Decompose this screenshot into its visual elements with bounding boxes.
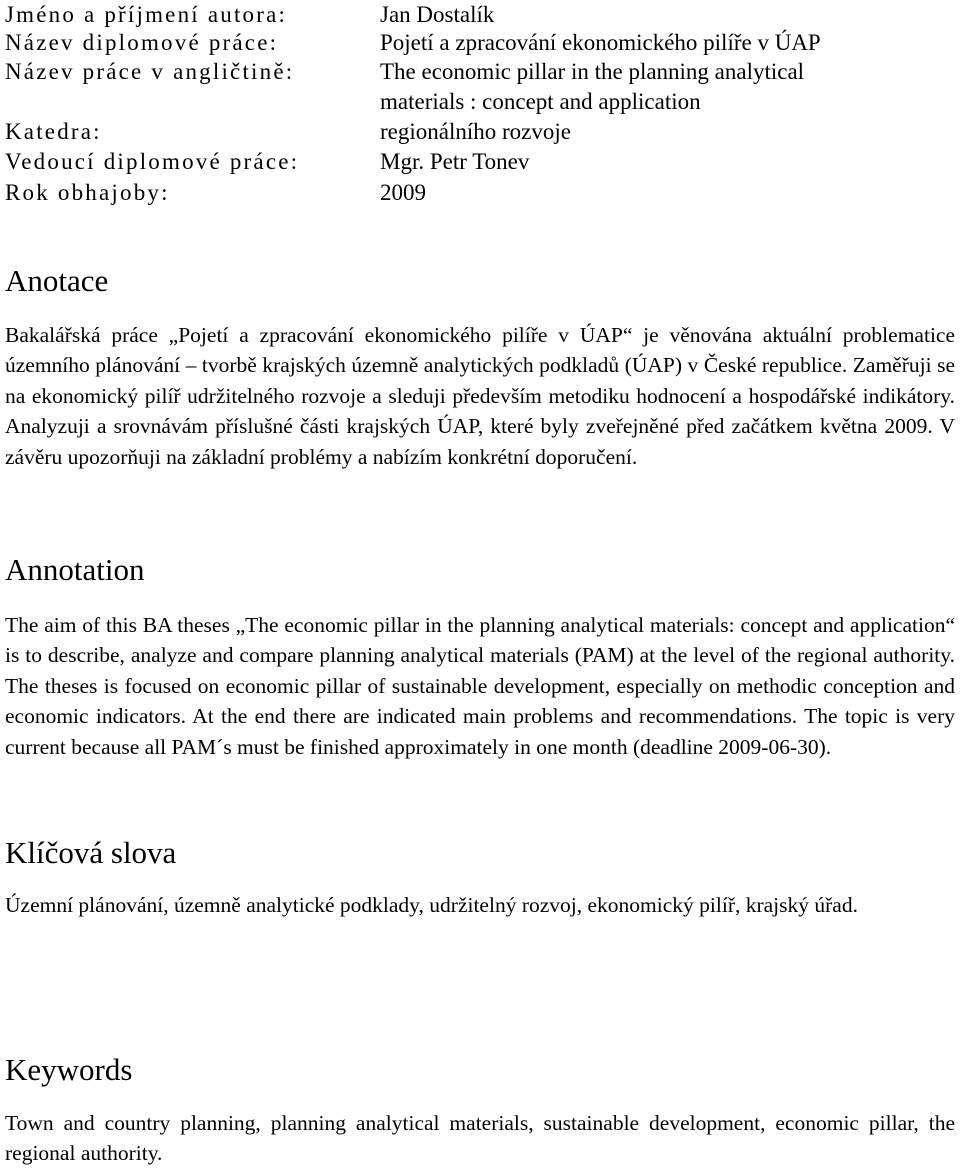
section-annotation xyxy=(5,552,955,762)
section-anotace xyxy=(5,263,955,472)
meta-row-english-title-cont xyxy=(5,87,955,117)
english-title-label: Název práce v angličtině: xyxy=(5,59,295,84)
english-title-value-line1: The economic pillar in the planning analytical xyxy=(380,59,805,84)
thesis-title-value: Pojetí a zpracování ekonomického pilíře v ÚAP xyxy=(380,30,821,55)
meta-row-supervisor xyxy=(5,147,955,177)
defense-year-value: 2009 xyxy=(380,180,426,205)
klicova-slova-text: Územní plánování, územně analytické podklady, udržitelný rozvoj, ekonomický pilíř, krajský úřad. xyxy=(5,893,858,917)
keywords-heading: Keywords xyxy=(5,1052,133,1087)
meta-row-department xyxy=(5,117,955,147)
defense-year-label: Rok obhajoby: xyxy=(5,180,170,205)
department-label: Katedra: xyxy=(5,119,102,144)
author-label: Jméno a příjmení autora: xyxy=(5,2,288,27)
thesis-title-label: Název diplomové práce: xyxy=(5,30,279,55)
anotace-heading: Anotace xyxy=(5,263,109,298)
supervisor-value: Mgr. Petr Tonev xyxy=(380,149,530,174)
section-keywords xyxy=(5,1052,955,1169)
author-value: Jan Dostalík xyxy=(380,2,495,27)
english-title-value-line2: materials : concept and application xyxy=(380,89,701,114)
anotace-text: Bakalářská práce „Pojetí a zpracování ekonomického pilíře v ÚAP“ je věnována aktuální problematice územního plánování – tvorbě krajských územně analytických podkladů (ÚAP) v České republice. Zaměřuji se na ekonomický pilíř udržitelného rozvoje a sleduji především metodiku hodnocení a hospodářské indikátory. Analyzuji a srovnávám příslušné části krajských ÚAP, které byly zveřejněné před začátkem května 2009. V závěru upozorňuji na základní problémy a nabízím konkrétní doporučení. xyxy=(5,323,955,469)
keywords-text: Town and country planning, planning analytical materials, sustainable development, economic pillar, the regional authority. xyxy=(5,1111,955,1166)
section-klicova-slova xyxy=(5,835,955,920)
annotation-heading: Annotation xyxy=(5,552,145,587)
meta-row-thesis-title xyxy=(5,28,955,58)
annotation-text: The aim of this BA theses „The economic pillar in the planning analytical materials: concept and application“ is to describe, analyze and compare planning analytical materials (PAM) at the level of the regional authority. The theses is focused on economic pillar of sustainable development, especially on methodic conception and economic indicators. At the end there are indicated main problems and recommendations. The topic is very current because all PAM´s must be finished approximately in one month (deadline 2009-06-30). xyxy=(5,613,955,759)
klicova-slova-heading: Klíčová slova xyxy=(5,835,177,870)
department-value: regionálního rozvoje xyxy=(380,119,571,144)
meta-row-english-title xyxy=(5,57,955,87)
meta-row-defense-year xyxy=(5,178,955,208)
meta-row-author xyxy=(5,0,955,30)
supervisor-label: Vedoucí diplomové práce: xyxy=(5,149,300,174)
